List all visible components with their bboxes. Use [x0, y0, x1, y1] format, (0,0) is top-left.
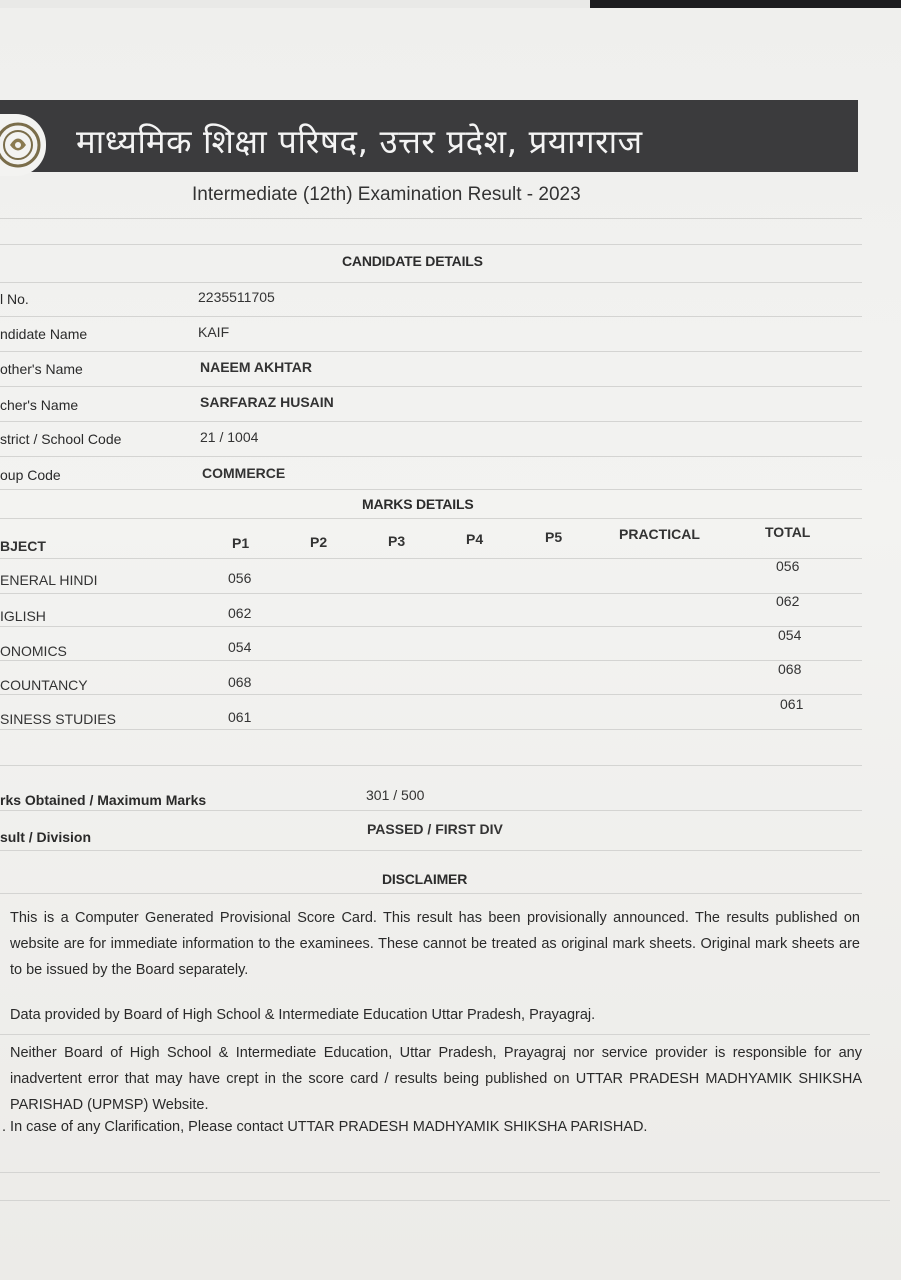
divider — [0, 518, 862, 519]
divider — [0, 351, 862, 352]
emblem-logo — [0, 114, 46, 176]
roll-no-label: l No. — [0, 291, 29, 307]
divider — [0, 626, 862, 627]
col-p3: P3 — [388, 533, 406, 549]
result-division-value: PASSED / FIRST DIV — [367, 821, 503, 837]
subject-name: SINESS STUDIES — [0, 711, 116, 727]
marks-obtained-value: 301 / 500 — [366, 787, 425, 803]
roll-no-value: 2235511705 — [198, 289, 275, 305]
subject-p1: 062 — [228, 605, 252, 621]
divider — [0, 456, 862, 457]
disclaimer-paragraph: This is a Computer Generated Provisional Score Card. This result has been provisionally announced. The results published on website are for immediate information to the examinees. These cannot be treated as original mark sheets. Original mark sheets are to be issued by the Board separately. — [10, 910, 860, 978]
divider — [0, 558, 862, 559]
col-p5: P5 — [545, 529, 563, 545]
subject-total: 054 — [778, 627, 802, 643]
divider — [0, 282, 862, 283]
subject-total: 068 — [778, 661, 802, 677]
subject-p1: 054 — [228, 639, 252, 655]
divider — [0, 421, 862, 422]
divider — [0, 1172, 880, 1173]
divider — [0, 660, 862, 661]
divider — [0, 694, 862, 695]
marks-obtained-label: rks Obtained / Maximum Marks — [0, 792, 207, 808]
district-school-code-label: strict / School Code — [0, 431, 122, 447]
divider — [0, 765, 862, 766]
subject-name: ENERAL HINDI — [0, 572, 98, 588]
candidate-name-value: KAIF — [198, 324, 230, 340]
divider — [0, 316, 862, 317]
group-code-label: oup Code — [0, 467, 61, 483]
district-school-code-value: 21 / 1004 — [200, 429, 259, 445]
subject-p1: 061 — [228, 709, 252, 725]
board-name: माध्यमिक शिक्षा परिषद, उत्तर प्रदेश, प्रयागराज — [76, 122, 643, 161]
mother-name-value: NAEEM AKHTAR — [200, 359, 312, 375]
mother-name-label: other's Name — [0, 361, 83, 377]
exam-title: Intermediate (12th) Examination Result - 2023 — [192, 184, 581, 205]
candidate-name-label: ndidate Name — [0, 326, 88, 342]
divider — [0, 386, 862, 387]
divider — [0, 1034, 870, 1035]
subject-p1: 068 — [228, 674, 252, 690]
col-p2: P2 — [310, 534, 328, 550]
col-p1: P1 — [232, 535, 250, 551]
col-subject: BJECT — [0, 538, 46, 554]
divider — [0, 593, 862, 594]
divider — [0, 893, 862, 894]
subject-total: 061 — [780, 696, 804, 712]
father-name-label: cher's Name — [0, 397, 79, 413]
disclaimer-paragraph: . In case of any Clarification, Please contact UTTAR PRADESH MADHYAMIK SHIKSHA PARISHAD. — [2, 1119, 648, 1135]
subject-p1: 056 — [228, 570, 252, 586]
group-code-value: COMMERCE — [202, 465, 286, 481]
divider — [0, 729, 862, 730]
col-p4: P4 — [466, 531, 484, 547]
divider — [0, 850, 862, 851]
disclaimer-paragraph: Neither Board of High School & Intermediate Education, Uttar Pradesh, Prayagraj nor service provider is responsible for any inadvertent error that may have crept in the score card / results being published on UTTAR PRADESH MADHYAMIK SHIKSHA PARISHAD (UPMSP) Website. — [10, 1045, 862, 1113]
disclaimer-title: DISCLAIMER — [382, 871, 468, 887]
divider — [0, 489, 862, 490]
result-division-label: sult / Division — [0, 829, 92, 845]
divider — [0, 810, 862, 811]
father-name-value: SARFARAZ HUSAIN — [200, 394, 334, 410]
divider — [0, 244, 862, 245]
candidate-section-title: CANDIDATE DETAILS — [342, 253, 483, 269]
subject-name: COUNTANCY — [0, 677, 88, 693]
col-practical: PRACTICAL — [619, 526, 700, 542]
marks-section-title: MARKS DETAILS — [362, 496, 474, 512]
subject-total: 056 — [776, 558, 800, 574]
col-total: TOTAL — [765, 524, 811, 540]
divider — [0, 218, 862, 219]
disclaimer-paragraph: Data provided by Board of High School & Intermediate Education Uttar Pradesh, Prayagraj. — [10, 1007, 596, 1023]
subject-name: IGLISH — [0, 608, 46, 624]
subject-total: 062 — [776, 593, 800, 609]
divider — [0, 1200, 890, 1201]
emblem-icon — [0, 120, 42, 170]
subject-name: ONOMICS — [0, 643, 67, 659]
